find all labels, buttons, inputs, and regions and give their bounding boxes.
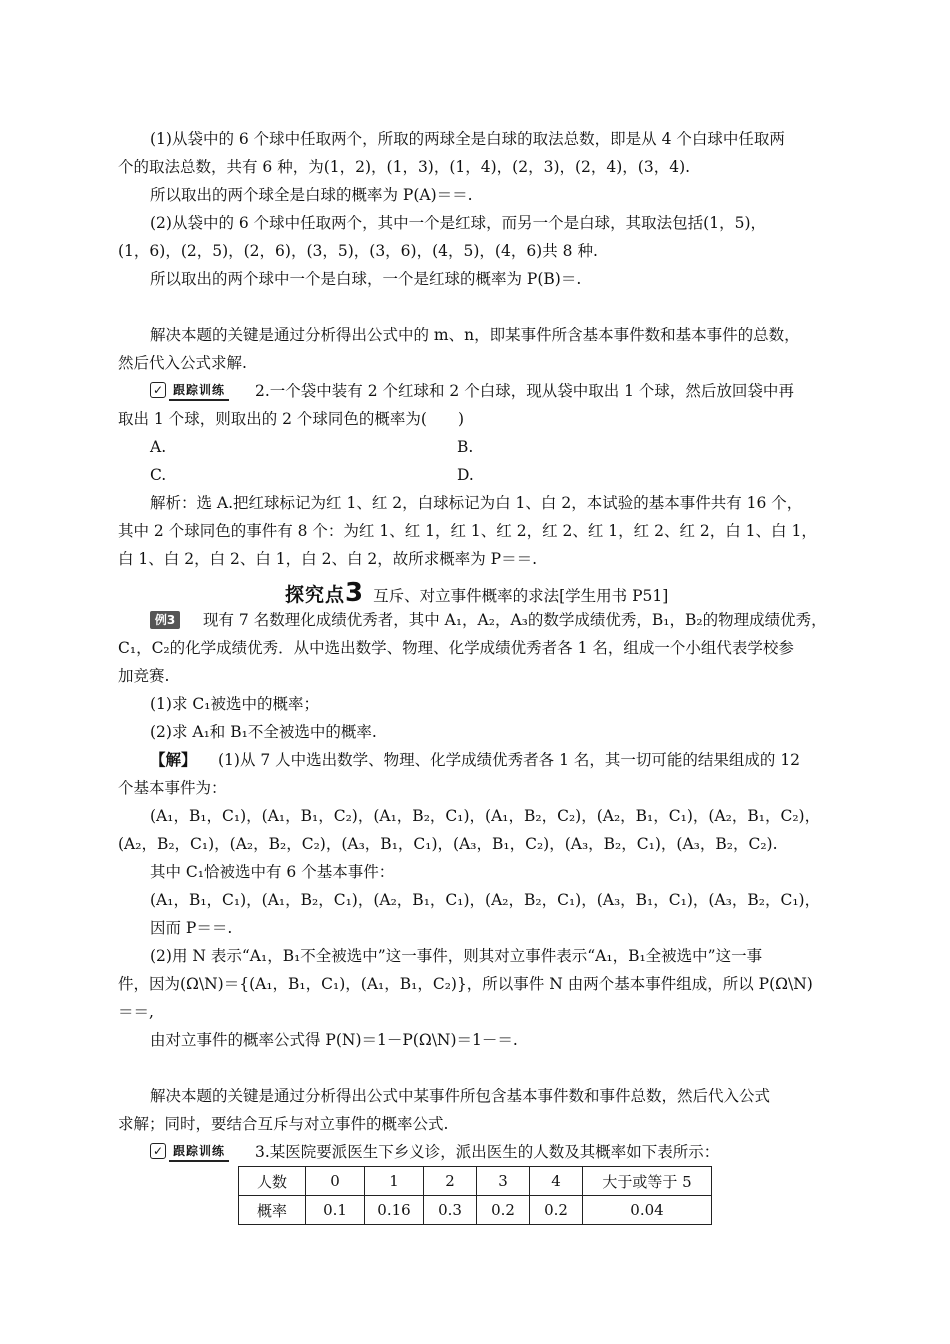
answer-text: 因而 P＝＝. <box>150 919 233 937</box>
solution-text: 其中 2 个球同色的事件有 8 个：为红 1、红 1，红 1、红 2，红 2、红 1，红 2、红 2，白 1、白 1， <box>118 522 817 540</box>
answer-text: (A₂，B₂，C₁)，(A₂，B₂，C₂)，(A₃，B₁，C₁)，(A₃，B₁，C₂)，(A₃，B₂，C₁)，(A₃，B₂，C₂). <box>118 835 778 853</box>
table-cell: 0.2 <box>530 1196 583 1225</box>
solution-text: 解析：选 A.把红球标记为红 1、红 2，白球标记为白 1、白 2，本试验的基本事件共有 16 个， <box>150 494 803 512</box>
probability-table <box>238 1166 712 1225</box>
text-line: 所以取出的两个球全是白球的概率为 P(A)＝＝. <box>150 186 473 204</box>
key-point-text: 然后代入公式求解. <box>118 354 247 372</box>
key-point-text: 求解；同时，要结合互斥与对立事件的概率公式. <box>118 1115 449 1133</box>
example-badge: 例3 <box>150 611 180 629</box>
answer-text: 其中 C₁恰被选中有 6 个基本事件： <box>150 863 395 881</box>
answer-text: ＝＝, <box>118 1003 154 1021</box>
check-icon: ✓ <box>150 382 166 398</box>
key-point-text: 解决本题的关键是通过分析得出公式中某事件所包含基本事件数和事件总数，然后代入公式 <box>150 1087 771 1105</box>
question-text: 2.一个袋中装有 2 个红球和 2 个白球，现从袋中取出 1 个球，然后放回袋中再 <box>255 382 794 400</box>
answer-text: 由对立事件的概率公式得 P(N)＝1－P(Ω\N)＝1－＝. <box>150 1031 518 1049</box>
table-row <box>239 1196 712 1225</box>
follow-training-badge: ✓ 跟踪训练 <box>150 1142 229 1160</box>
answer-text: (1)从 7 人中选出数学、物理、化学成绩优秀者各 1 名，其一切可能的结果组成的 12 <box>218 751 801 769</box>
option-b: B. <box>457 438 474 456</box>
text-line: (1)从袋中的 6 个球中任取两个，所取的两球全是白球的取法总数，即是从 4 个白球中任取两 <box>150 130 785 148</box>
answer-text: (A₁，B₁，C₁)，(A₁，B₁，C₂)，(A₁，B₂，C₁)，(A₁，B₂，C₂)，(A₂，B₁，C₁)，(A₂，B₁，C₂)， <box>150 807 821 825</box>
option-d: D. <box>457 466 474 484</box>
table-cell: 0.16 <box>365 1196 424 1225</box>
table-cell: 0.1 <box>306 1196 365 1225</box>
example-text: C₁，C₂的化学成绩优秀．从中选出数学、物理、化学成绩优秀者各 1 名，组成一个小组代表学校参 <box>118 639 794 657</box>
section-number: 3 <box>345 578 364 608</box>
example-question: (1)求 C₁被选中的概率； <box>150 695 319 713</box>
example-text: 现有 7 名数理化成绩优秀者，其中 A₁，A₂，A₃的数学成绩优秀，B₁，B₂的物理成绩优秀， <box>203 611 827 629</box>
table-cell: 3 <box>477 1167 530 1196</box>
answer-text: (2)用 N 表示“A₁，B₁不全被选中”这一事件，则其对立事件表示“A₁，B₁全被选中”这一事 <box>150 947 763 965</box>
answer-text: (A₁，B₁，C₁)，(A₁，B₂，C₁)，(A₂，B₁，C₁)，(A₂，B₂，C₁)，(A₃，B₁，C₁)，(A₃，B₂，C₁)， <box>150 891 821 909</box>
follow-training-badge: ✓ 跟踪训练 <box>150 381 229 399</box>
text-line: (1，6)，(2，5)，(2，6)，(3，5)，(3，6)，(4，5)，(4，6)共 8 种. <box>118 242 598 260</box>
table-cell: 4 <box>530 1167 583 1196</box>
check-icon: ✓ <box>150 1143 166 1159</box>
table-cell: 0.2 <box>477 1196 530 1225</box>
section-title: 探究点 <box>285 584 346 606</box>
example-text: 加竞赛. <box>118 667 170 685</box>
answer-text: 件，因为(Ω\N)＝{(A₁，B₁，C₁)，(A₁，B₁，C₂)}，所以事件 N 由两个基本事件组成，所以 P(Ω\N) <box>118 975 813 993</box>
text-line: 所以取出的两个球中一个是白球，一个是红球的概率为 P(B)＝. <box>150 270 582 288</box>
solution-text: 白 1、白 2，白 2、白 1，白 2、白 2，故所求概率为 P＝＝. <box>118 550 538 568</box>
example-question: (2)求 A₁和 B₁不全被选中的概率. <box>150 723 377 741</box>
key-point-text: 解决本题的关键是通过分析得出公式中的 m、n，即某事件所含基本事件数和基本事件的总数， <box>150 326 800 344</box>
table-cell: 2 <box>424 1167 477 1196</box>
table-cell: 1 <box>365 1167 424 1196</box>
question-text: 取出 1 个球，则取出的 2 个球同色的概率为( ) <box>118 410 465 428</box>
table-cell: 0 <box>306 1167 365 1196</box>
option-c: C. <box>150 466 167 484</box>
section-heading <box>285 578 668 608</box>
question-text: 3.某医院要派医生下乡义诊，派出医生的人数及其概率如下表所示： <box>255 1143 720 1161</box>
table-cell: 大于或等于 5 <box>583 1167 712 1196</box>
option-a: A. <box>150 438 167 456</box>
section-subtitle: 互斥、对立事件概率的求法[学生用书 P51] <box>373 587 669 605</box>
table-cell: 概率 <box>239 1196 306 1225</box>
table-cell: 0.3 <box>424 1196 477 1225</box>
table-cell: 人数 <box>239 1167 306 1196</box>
table-row <box>239 1167 712 1196</box>
answer-label: 【解】 <box>150 750 197 769</box>
text-line: (2)从袋中的 6 个球中任取两个，其中一个是红球，而另一个是白球，其取法包括(1，5)， <box>150 214 766 232</box>
answer-text: 个基本事件为： <box>118 779 227 797</box>
table-cell: 0.04 <box>583 1196 712 1225</box>
text-line: 个的取法总数，共有 6 种，为(1，2)，(1，3)，(1，4)，(2，3)，(2，4)，(3，4). <box>118 158 691 176</box>
